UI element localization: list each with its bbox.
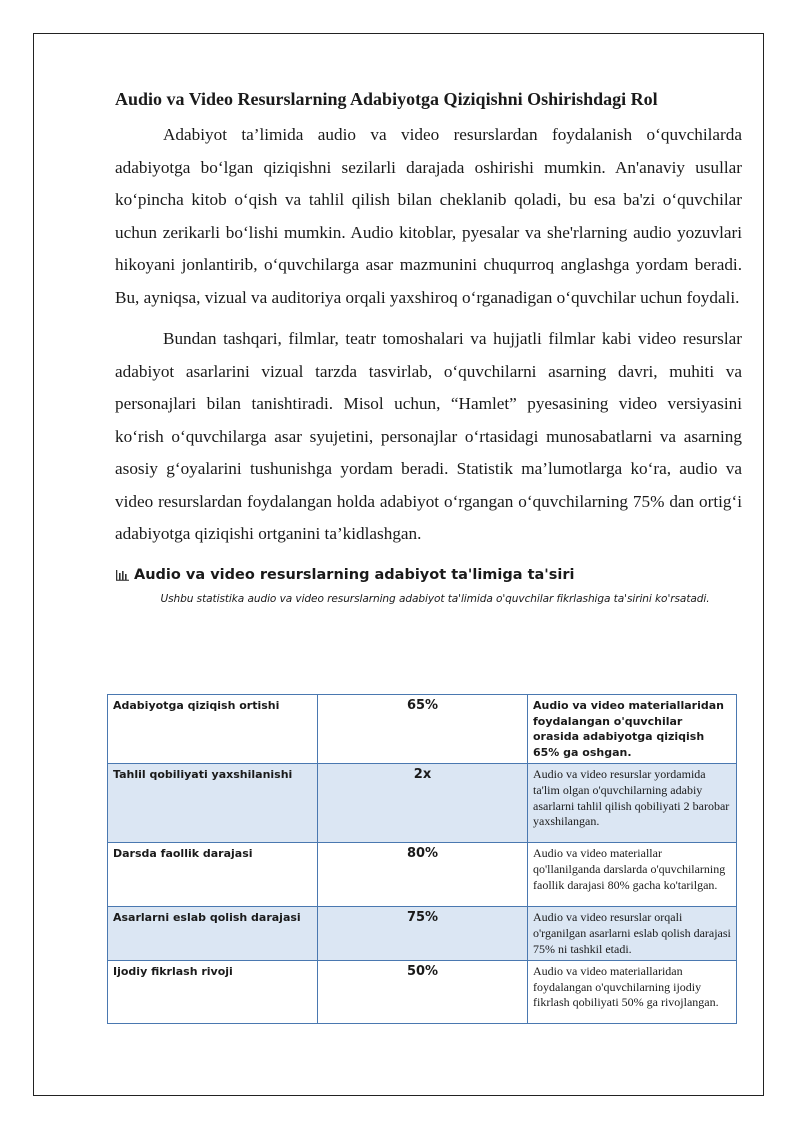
table-row — [108, 907, 737, 961]
statistics-table — [107, 694, 737, 1024]
document-title: Audio va Video Resurslarning Adabiyotga Qiziqishni Oshirishdagi Rol — [115, 89, 658, 109]
metric-cell: Ijodiy fikrlash rivoji — [108, 961, 318, 1024]
value-cell: 2x — [318, 764, 528, 843]
bar-chart-icon — [115, 568, 130, 581]
description-cell: Audio va video resurslar yordamida ta'lim olgan o'quvchilarning adabiy asarlarni tahlil qilish qobiliyati 2 barobar yaxshilangan. — [528, 764, 737, 843]
metric-cell: Adabiyotga qiziqish ortishi — [108, 695, 318, 764]
paragraph-intro: Adabiyot ta’limida audio va video resurslardan foydalanish o‘quvchilarda adabiyotga bo‘lgan qiziqishni sezilarli darajada oshirishi mumkin. An'anaviy usullar ko‘pincha kitob o‘qish va tahlil qilish bilan cheklanib qoladi, bu esa ba'zi o‘quvchilar uchun zerikarli bo‘lishi mumkin. Audio kitoblar, pyesalar va she'rlarning audio yozuvlari hikoyani jonlantirib, o‘quvchilarga asar mazmunini chuqurroq anglashga yordam beradi. Bu, ayniqsa, vizual va auditoriya orqali yaxshiroq o‘rganadigan o‘quvchilar uchun foydali. — [115, 125, 742, 307]
description-cell: Audio va video materiallaridan foydalangan o'quvchilarning ijodiy fikrlash qobiliyati 50% ga rivojlangan. — [528, 961, 737, 1024]
section-title: Audio va video resurslarning adabiyot ta'limiga ta'siri — [134, 566, 575, 583]
document-body — [115, 84, 742, 607]
description-cell: Audio va video resurslar orqali o'rganilgan asarlarni eslab qolish darajasi 75% ni tashkil etadi. — [528, 907, 737, 961]
metric-cell: Tahlil qobiliyati yaxshilanishi — [108, 764, 318, 843]
value-cell: 75% — [318, 907, 528, 961]
table-caption: Ushbu statistika audio va video resurslarning adabiyot ta'limida o'quvchilar fikrlashiga ta'sirini ko'rsatadi. — [160, 592, 710, 605]
metric-cell: Darsda faollik darajasi — [108, 843, 318, 907]
table-row — [108, 843, 737, 907]
description-cell: Audio va video materiallaridan foydalangan o'quvchilar orasida adabiyotga qiziqish 65% ga oshgan. — [528, 695, 737, 764]
value-cell: 50% — [318, 961, 528, 1024]
table-row — [108, 695, 737, 764]
description-cell: Audio va video materiallar qo'llanilganda darslarda o'quvchilarning faollik darajasi 80% gacha ko'tarilgan. — [528, 843, 737, 907]
metric-cell: Asarlarni eslab qolish darajasi — [108, 907, 318, 961]
paragraph-video-resources: Bundan tashqari, filmlar, teatr tomoshalari va hujjatli filmlar kabi video resurslar adabiyot asarlarini vizual tarzda tasvirlab, o‘quvchilarni asarning davri, muhiti va personajlari bilan tanishtiradi. Misol uchun, “Hamlet” pyesasining video versiyasini ko‘rish o‘quvchilarga asar syujetini, personajlar o‘rtasidagi munosabatlarni va asarning asosiy g‘oyalarini tushunishga yordam beradi. Statistik ma’lumotlarga ko‘ra, audio va video resurslardan foydalangan holda adabiyot o‘rgangan o‘quvchilarning 75% dan ortig‘i adabiyotga qiziqishi ortganini ta’kidlashgan. — [115, 329, 742, 543]
table-row — [108, 961, 737, 1024]
value-cell: 65% — [318, 695, 528, 764]
table-row — [108, 764, 737, 843]
value-cell: 80% — [318, 843, 528, 907]
section-heading — [115, 565, 742, 585]
